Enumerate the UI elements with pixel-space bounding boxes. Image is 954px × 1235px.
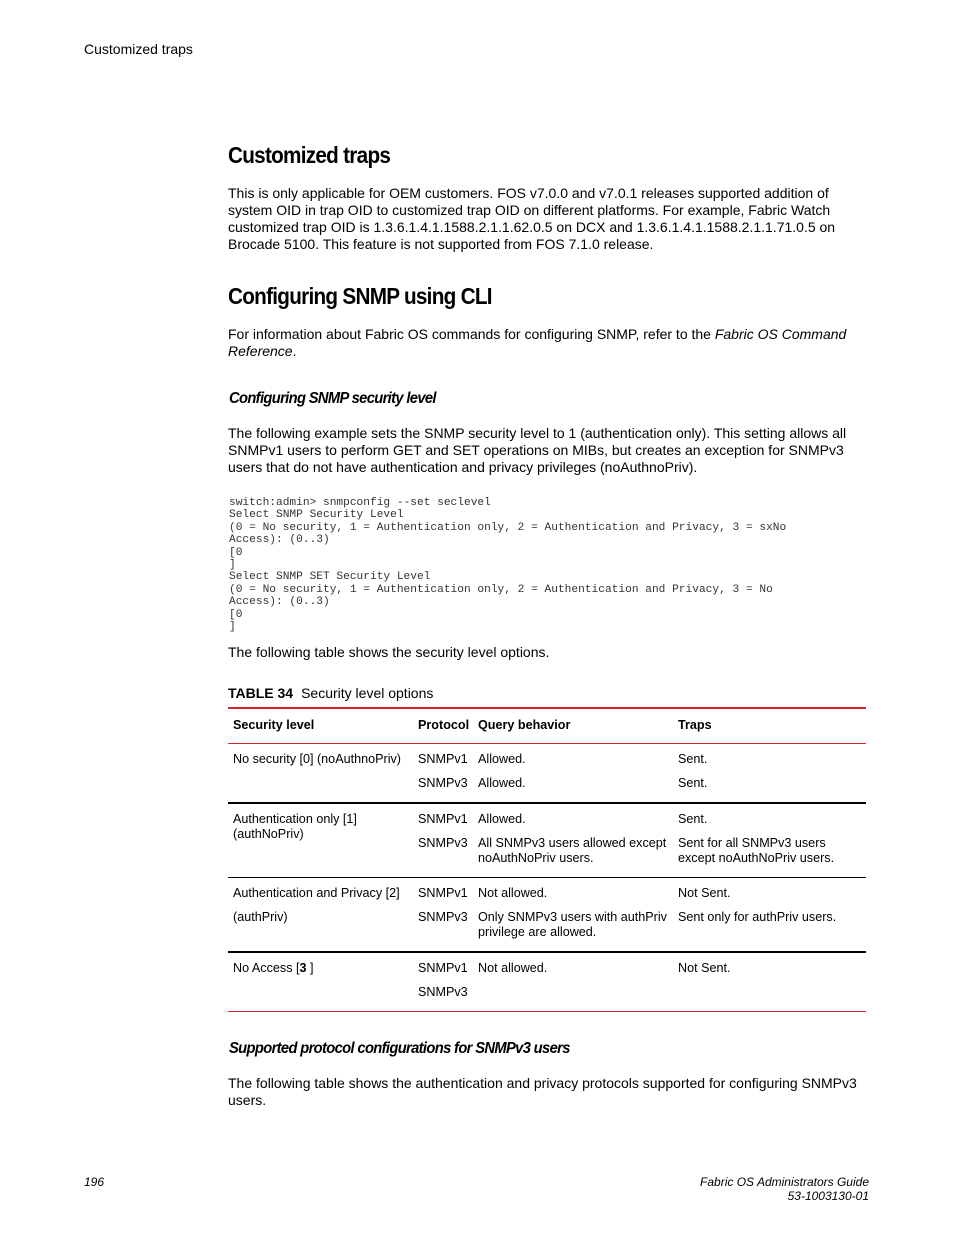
security-level-cell: (authPriv) — [233, 910, 288, 924]
page-number: 196 — [84, 1175, 105, 1189]
query-cell: Allowed. — [478, 752, 526, 766]
security-level-table — [228, 707, 866, 1012]
code-line: switch:admin> snmpconfig --set seclevel — [229, 497, 491, 509]
traps-cell: Sent only for authPriv users. — [678, 910, 837, 924]
code-line: Select SNMP Security Level — [229, 509, 404, 522]
traps-cell — [678, 836, 863, 866]
query-cell: Allowed. — [478, 776, 526, 790]
table-caption-number: TABLE 34 — [228, 685, 294, 701]
traps-cell: Sent. — [678, 812, 708, 826]
subsection-heading-security-level: Configuring SNMP security level — [229, 390, 436, 407]
code-line: (0 = No security, 1 = Authentication only, 2 = Authentication and Privacy, 3 = sxNo — [229, 521, 787, 534]
query-cell: Not allowed. — [478, 886, 548, 900]
protocol-cell: SNMPv1 — [418, 812, 468, 826]
subsection2-paragraph — [228, 1075, 868, 1109]
traps-cell: Not Sent. — [678, 886, 731, 900]
table-row — [228, 743, 866, 802]
cell-line: Sent for all SNMPv3 users — [678, 836, 826, 850]
query-cell: Not allowed. — [478, 961, 548, 975]
protocol-cell: SNMPv3 — [418, 776, 468, 790]
cell-line: All SNMPv3 users allowed except — [478, 836, 667, 850]
table-intro: The following table shows the security level options. — [228, 644, 550, 660]
column-header: Security level — [233, 718, 315, 732]
section-heading-customized-traps: Customized traps — [228, 142, 391, 168]
column-header: Protocol — [418, 718, 470, 732]
table-header-row — [228, 707, 866, 743]
text-line: users. — [228, 1092, 267, 1108]
footer-doc-info — [700, 1175, 869, 1203]
column-header: Query behavior — [478, 718, 571, 732]
security-level-cell — [233, 961, 408, 976]
code-line: ] — [229, 621, 236, 634]
query-cell: Allowed. — [478, 812, 526, 826]
cell-line: Authentication only [1] — [233, 812, 357, 826]
table-caption — [228, 685, 433, 701]
code-line: Access): (0..3) — [229, 534, 330, 547]
protocol-cell: SNMPv1 — [418, 961, 468, 975]
security-level-cell: Authentication and Privacy [2] — [233, 886, 400, 900]
protocol-cell: SNMPv3 — [418, 910, 468, 924]
code-line: ] — [229, 559, 236, 572]
cell-line: (authNoPriv) — [233, 827, 304, 841]
table-caption-text: Security level options — [301, 685, 434, 701]
security-level-cell — [233, 812, 408, 842]
section-heading-configuring-snmp: Configuring SNMP using CLI — [228, 283, 492, 309]
protocol-cell: SNMPv3 — [418, 836, 468, 850]
table-bottom-rule — [228, 1011, 866, 1012]
traps-cell: Not Sent. — [678, 961, 731, 975]
cell-line: privilege are allowed. — [478, 925, 597, 939]
text-line: Brocade 5100. This feature is not supported from FOS 7.1.0 release. — [228, 236, 654, 252]
code-example — [229, 497, 786, 633]
cell-line: except noAuthNoPriv users. — [678, 851, 835, 865]
code-line: [0 — [229, 608, 243, 621]
text-line: system OID in trap OID to customized trap OID on different platforms. For example, Fabric Watch — [228, 202, 831, 218]
code-line: Access): (0..3) — [229, 596, 330, 609]
traps-cell: Sent. — [678, 776, 708, 790]
subsection-heading-snmpv3-protocols: Supported protocol configurations for SNMPv3 users — [229, 1040, 570, 1057]
section2-paragraph — [228, 326, 868, 360]
code-line: [0 — [229, 546, 243, 559]
table-row — [228, 802, 866, 877]
cell-line: noAuthNoPriv users. — [478, 851, 594, 865]
section1-paragraph — [228, 185, 868, 253]
text-line: customized trap OID is 1.3.6.1.4.1.1588.2.1.1.62.0.5 on DCX and 1.3.6.1.4.1.1588.2.1.1.71.0.5 on — [228, 219, 836, 235]
code-line: (0 = No security, 1 = Authentication only, 2 = Authentication and Privacy, 3 = No — [229, 583, 773, 596]
text-run: No Access [ — [233, 961, 300, 975]
table-row — [228, 951, 866, 1011]
query-cell — [478, 910, 673, 940]
running-header: Customized traps — [84, 41, 193, 57]
text-run: . — [292, 343, 297, 359]
text-run: For information about Fabric OS commands for configuring SNMP, refer to the — [228, 326, 715, 342]
text-run: ] — [306, 961, 314, 975]
text-line: users that do not have authentication and privacy privileges (noAuthnoPriv). — [228, 459, 698, 475]
query-cell — [478, 836, 673, 866]
column-header: Traps — [678, 718, 712, 732]
table-row — [228, 877, 866, 951]
protocol-cell: SNMPv1 — [418, 752, 468, 766]
protocol-cell: SNMPv1 — [418, 886, 468, 900]
text-line: SNMPv1 users to perform GET and SET operations on MIBs, but creates an exception for SNMPv3 — [228, 442, 844, 458]
text-line: The following table shows the authentication and privacy protocols supported for configuring SNMPv3 — [228, 1075, 857, 1091]
footer-doc-title: Fabric OS Administrators Guide — [700, 1175, 869, 1189]
traps-cell: Sent. — [678, 752, 708, 766]
security-level-cell: No security [0] (noAuthnoPriv) — [233, 752, 401, 766]
text-run-bold: 3 — [299, 961, 307, 975]
code-line: Select SNMP SET Security Level — [229, 571, 431, 584]
document-reference: Fabric OS Command Reference — [228, 326, 847, 359]
cell-line: Only SNMPv3 users with authPriv — [478, 910, 667, 924]
protocol-cell: SNMPv3 — [418, 985, 468, 999]
subsection1-paragraph — [228, 425, 868, 476]
text-line: This is only applicable for OEM customers. FOS v7.0.0 and v7.0.1 releases supported addition of — [228, 185, 829, 201]
text-line: The following example sets the SNMP security level to 1 (authentication only). This setting allows all — [228, 425, 847, 441]
footer-doc-number: 53-1003130-01 — [787, 1189, 869, 1203]
